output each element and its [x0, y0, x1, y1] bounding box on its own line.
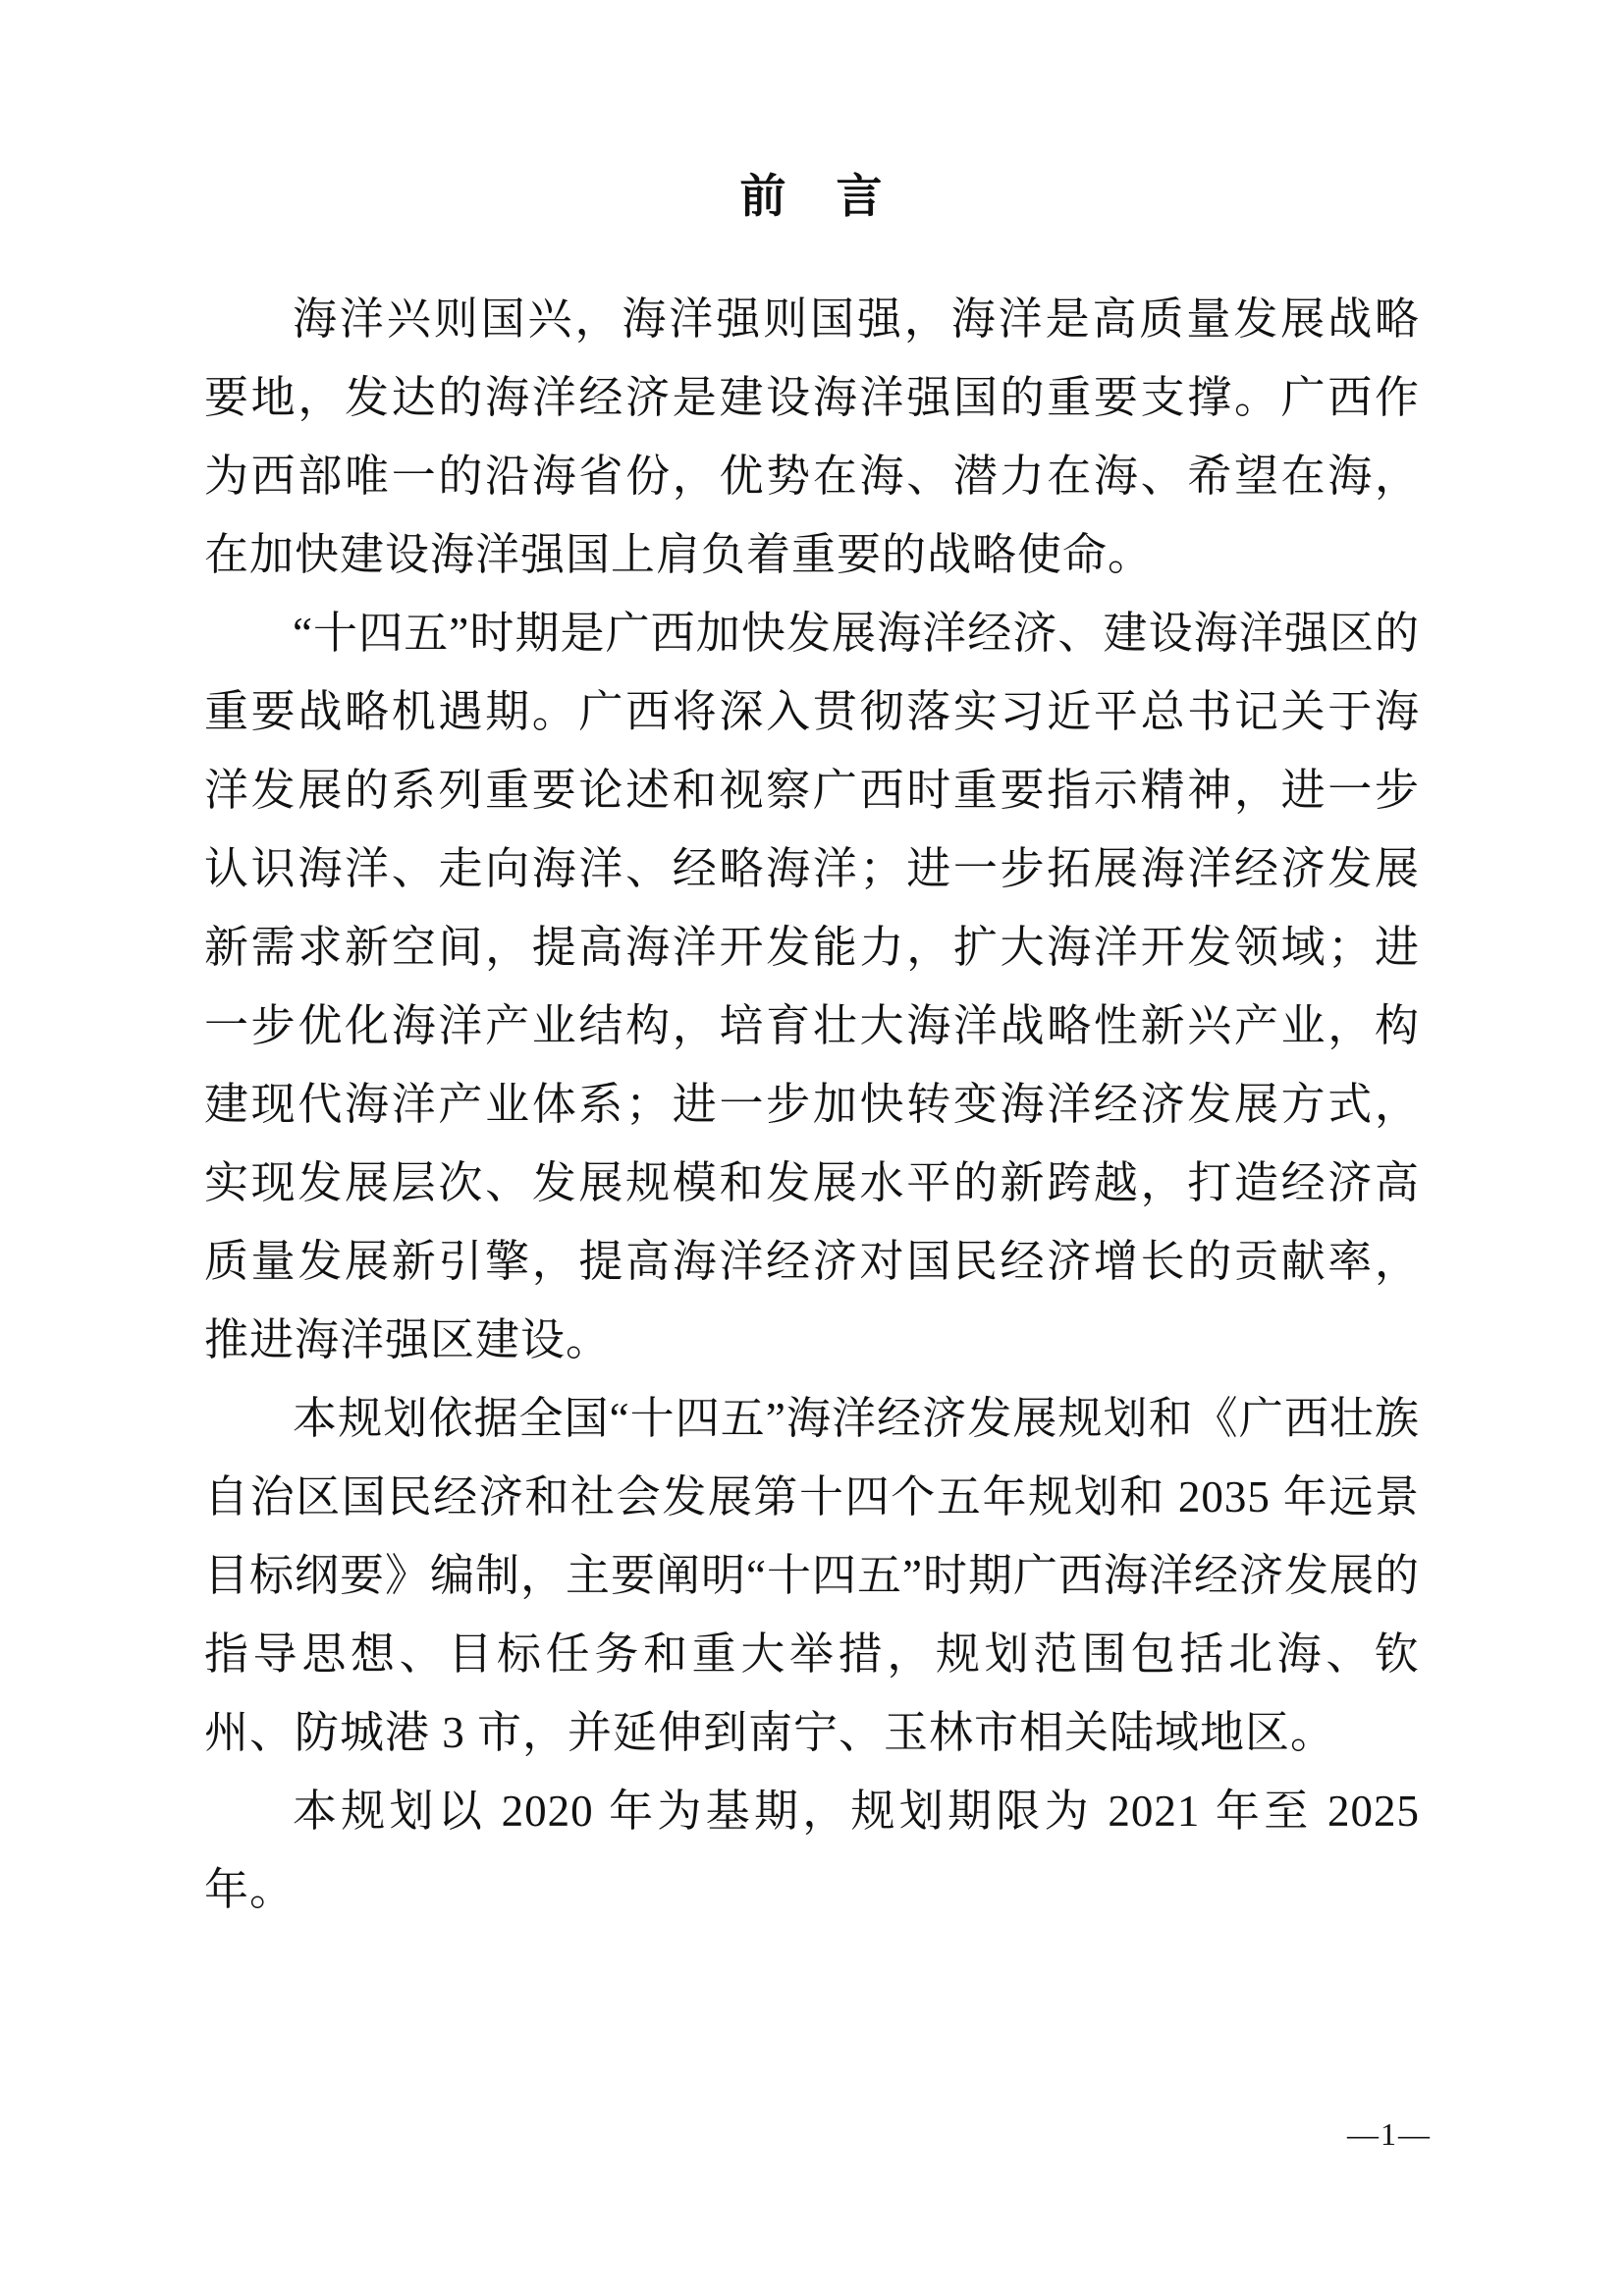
page-number: —1—: [1347, 2116, 1432, 2152]
paragraph: 海洋兴则国兴，海洋强则国强，海洋是高质量发展战略要地，发达的海洋经济是建设海洋强国的重要支撑。广西作为西部唯一的沿海省份，优势在海、潜力在海、希望在海，在加快建设海洋强国上肩负着重要的战略使命。: [204, 294, 1420, 579]
body-paragraphs: [204, 280, 1420, 1929]
page-title: 前 言: [739, 170, 885, 222]
paragraph: 本规划依据全国“十四五”海洋经济发展规划和《广西壮族自治区国民经济和社会发展第十四个五年规划和 2035 年远景目标纲要》编制，主要阐明“十四五”时期广西海洋经济发展的指导思想、目标任务和重大举措，规划范围包括北海、钦州、防城港 3 市，并延伸到南宁、玉林市相关陆域地区。: [204, 1394, 1420, 1757]
paragraph: 本规划以 2020 年为基期，规划期限为 2021 年至 2025 年。: [204, 1787, 1420, 1914]
paragraph: “十四五”时期是广西加快发展海洋经济、建设海洋强区的重要战略机遇期。广西将深入贯彻落实习近平总书记关于海洋发展的系列重要论述和视察广西时重要指示精神，进一步认识海洋、走向海洋、经略海洋；进一步拓展海洋经济发展新需求新空间，提高海洋开发能力，扩大海洋开发领域；进一步优化海洋产业结构，培育壮大海洋战略性新兴产业，构建现代海洋产业体系；进一步加快转变海洋经济发展方式，实现发展层次、发展规模和发展水平的新跨越，打造经济高质量发展新引擎，提高海洋经济对国民经济增长的贡献率，推进海洋强区建设。: [204, 609, 1420, 1364]
